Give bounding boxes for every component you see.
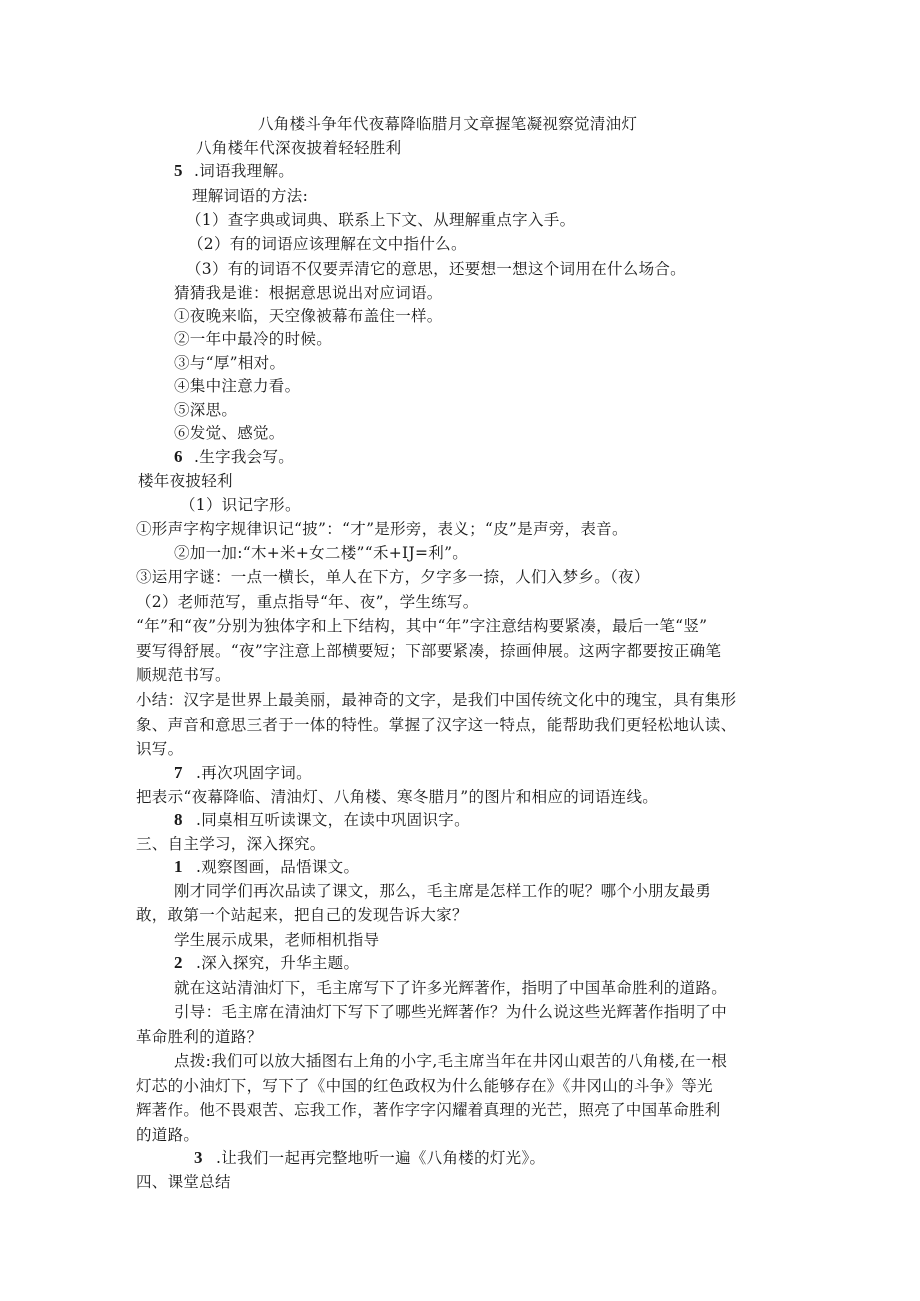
- guess-item: ②一年中最冷的时候。: [174, 330, 333, 348]
- guess-title: 猜猜我是谁：根据意思说出对应词语。: [174, 284, 443, 302]
- memory-item: ③运用字谜：一点一横长，单人在下方，夕字多一捺，人们入梦乡。（夜）: [136, 568, 650, 586]
- new-characters: 楼年夜披轻利: [138, 472, 233, 490]
- section-title: .词语我理解。: [194, 162, 295, 180]
- section-number: 5: [174, 161, 183, 180]
- part-4-heading: 四、课堂总结: [136, 1173, 231, 1191]
- guess-item: ③与“厚”相对。: [174, 354, 286, 372]
- tip-line: 辉著作。他不畏艰苦、忘我工作，著作字字闪耀着真理的光芒，照亮了中国革命胜利: [136, 1101, 721, 1119]
- section-number: 8: [174, 810, 183, 829]
- memory-item: ②加一加:“木+米+女二楼”“禾+IJ=利”。: [174, 544, 469, 562]
- method-item: （1）查字典或词典、联系上下文、从理解重点字入手。: [186, 211, 576, 229]
- guess-item: ①夜晚来临，天空像被幕布盖住一样。: [174, 307, 443, 325]
- item-title: .深入探究，升华主题。: [196, 954, 360, 972]
- section-title: .再次巩固字词。: [196, 764, 312, 782]
- summary-line: 小结：汉字是世界上最美丽，最神奇的文字，是我们中国传统文化中的瑰宝，具有集形: [136, 691, 737, 709]
- sub-heading: （2）老师范写，重点指导“年、夜”，学生练写。: [136, 593, 479, 611]
- memory-item: ①形声字构字规律识记“披”：“才”是形旁，表义；“皮”是声旁，表音。: [136, 520, 628, 538]
- sub-heading: （1）识记字形。: [180, 496, 301, 514]
- method-item: （2）有的词语应该理解在文中指什么。: [188, 235, 467, 253]
- paragraph-line: 要写得舒展。“夜”字注意上部横要短；下部要紧凑，捺画伸展。这两字都要按正确笔: [136, 642, 722, 660]
- section-6-heading: [174, 446, 294, 468]
- part-3-heading: 三、自主学习，深入探究。: [136, 835, 326, 853]
- guess-item: ⑤深思。: [174, 401, 238, 419]
- paragraph-line: 敢，敢第一个站起来，把自己的发现告诉大家？: [136, 906, 468, 924]
- item-1-heading: [174, 856, 359, 878]
- section-8-heading: [174, 809, 470, 831]
- item-title: .让我们一起再完整地听一遍《八角楼的灯光》。: [216, 1149, 546, 1167]
- item-number: 1: [174, 857, 183, 876]
- paragraph-line: 就在这站清油灯下，毛主席写下了许多光辉著作，指明了中国革命胜利的道路。: [174, 979, 728, 997]
- summary-line: 象、声音和意思三者于一体的特性。掌握了汉字这一特点，能帮助我们更轻松地认读、: [136, 716, 737, 734]
- tip-line: 的道路。: [136, 1126, 200, 1144]
- write-word-list: 八角楼年代深夜披着轻轻胜利: [196, 139, 402, 157]
- section-number: 6: [174, 447, 183, 466]
- summary-line: 识写。: [136, 740, 184, 758]
- guess-item: ⑥发觉、感觉。: [174, 424, 285, 442]
- section-number: 7: [174, 763, 183, 782]
- item-2-heading: [174, 952, 359, 974]
- guide-line: 革命胜利的道路？: [136, 1028, 263, 1046]
- section-title: .生字我会写。: [194, 448, 295, 466]
- paragraph-line: 学生展示成果，老师相机指导: [174, 931, 380, 949]
- item-title: .观察图画，品悟课文。: [196, 858, 360, 876]
- paragraph-line: “年”和“夜”分别为独体字和上下结构，其中“年”字注意结构要紧凑，最后一笔“竖”: [136, 617, 708, 635]
- paragraph-line: 把表示“夜幕降临、清油灯、八角楼、寒冬腊月”的图片和相应的词语连线。: [136, 788, 659, 806]
- section-7-heading: [174, 762, 312, 784]
- guide-line: 引导：毛主席在清油灯下写下了哪些光辉著作？为什么说这些光辉著作指明了中: [174, 1003, 728, 1021]
- guess-item: ④集中注意力看。: [174, 377, 301, 395]
- tip-line: 灯芯的小油灯下，写下了《中国的红色政权为什么能够存在》《井冈山的斗争》等光: [136, 1077, 713, 1095]
- tip-line: 点拨:我们可以放大插图右上角的小字,毛主席当年在井冈山艰苦的八角楼,在一根: [174, 1052, 728, 1070]
- item-number: 2: [174, 953, 183, 972]
- paragraph-line: 刚才同学们再次品读了课文，那么，毛主席是怎样工作的呢？哪个小朋友最勇: [174, 882, 712, 900]
- item-number: 3: [194, 1148, 203, 1167]
- header-word-list: 八角楼斗争年代夜幕降临腊月文章握笔凝视察觉清油灯: [258, 115, 638, 133]
- section-title: .同桌相互听读课文，在读中巩固识字。: [196, 811, 470, 829]
- method-title: 理解词语的方法:: [192, 187, 309, 205]
- method-item: （3）有的词语不仅要弄清它的意思，还要想一想这个词用在什么场合。: [186, 260, 686, 278]
- paragraph-line: 顺规范书写。: [136, 666, 231, 684]
- item-3-heading: [194, 1147, 545, 1169]
- section-5-heading: [174, 160, 294, 182]
